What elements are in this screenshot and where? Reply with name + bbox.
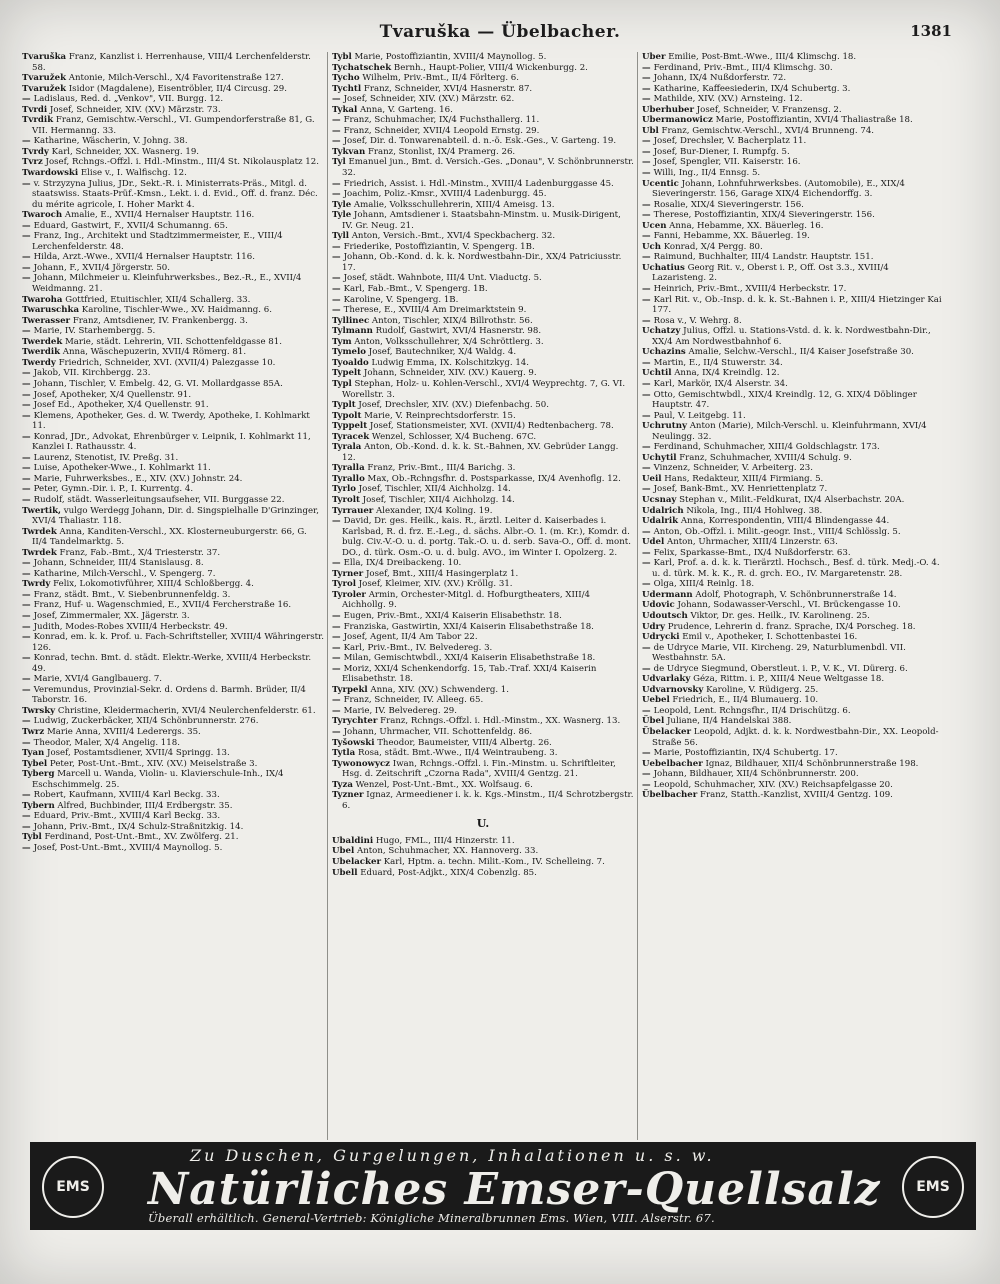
directory-entry: — Johann, Priv.-Bmt., IX/4 Schulz-Straßnitzkig. 14. (22, 821, 244, 832)
directory-entry: — Friederike, Postoffiziantin, V. Spengerg. 1B. (332, 241, 535, 252)
directory-entry: — Felix, Sparkasse-Bmt., IX/4 Nußdorferstr. 63. (642, 547, 851, 558)
directory-entry: Tyrol Josef, Kleimer, XIV. (XV.) Kröllg. 31. (332, 579, 513, 590)
directory-entry: — Karl, Prof. a. d. k. k. Tierärztl. Hochsch., Besf. d. türk. Medj.-O. 4. u. d. türk. M. k. K., R. d. grch. EO., IV. Margaretenstr. 28. (642, 558, 940, 579)
directory-entry: — Marie, IV. Starhembergg. 5. (22, 326, 156, 337)
directory-entry: Ubl Franz, Gemischtw.-Verschl., XVI/4 Brunneng. 74. (642, 125, 875, 136)
directory-entry: — Josef, Drechsler, V. Bacherplatz 11. (642, 136, 807, 147)
directory-entry: Twrdy Felix, Lokomotivführer, XIII/4 Schloßbergg. 4. (22, 579, 254, 590)
directory-entry: Uber Emilie, Post-Bmt.-Wwe., III/4 Klimschg. 18. (642, 52, 857, 62)
directory-entry: Uebel Friedrich, E., II/4 Blumauerg. 10. (642, 695, 819, 706)
directory-entry: — Peter, Gymn.-Dir. i. P., I. Kurrentg. 4. (22, 484, 194, 495)
directory-entry: — Josef, Apotheker, X/4 Quellenstr. 91. (22, 389, 192, 400)
directory-entry: — Otto, Gemischtwbdl., XIX/4 Kreindlg. 12, G. XIX/4 Döblinger Hauptstr. 47. (642, 389, 917, 411)
directory-entry: Uchatius Georg Rit. v., Oberst i. P., Off. Ost 3.3., XVIII/4 Lazaristeng. 2. (642, 262, 889, 284)
directory-entry: — Rosalie, XIX/4 Sieveringerstr. 156. (642, 199, 804, 210)
directory-entry: — Ludwig, Zuckerbäcker, XII/4 Schönbrunnerstr. 276. (22, 716, 259, 727)
directory-entry: — Joachim, Poliz.-Kmsr., XVIII/4 Ladenburgg. 45. (332, 189, 547, 200)
directory-entry: — Johann, Bildhauer, XII/4 Schönbrunnerstr. 200. (642, 769, 859, 780)
directory-entry: — Eduard, Gastwirt, F., XVII/4 Schumanng. 65. (22, 220, 228, 231)
directory-entry: Ucsnay Stephan v., Milit.-Feldkurat, IX/4 Alserbachstr. 20A. (642, 494, 905, 505)
directory-entry: — Marie, XVI/4 Ganglbauerg. 7. (22, 674, 163, 685)
directory-entry: Typpelt Josef, Stationsmeister, XVI. (XVII/4) Redtenbacherg. 78. (332, 421, 614, 432)
directory-entry: Twrdek Anna, Kanditen-Verschl., XX. Klosterneuburgerstr. 66, G. II/4 Tandelmarktg. 5. (22, 526, 307, 548)
directory-entry: — Moriz, XXI/4 Schenkendorfg. 15, Tab.-Traf. XXI/4 Kaiserin Elisabethstr. 18. (332, 663, 597, 685)
directory-entry: — Konrad, em. k. k. Prof. u. Fach-Schriftsteller, XVIII/4 Währingerstr. 126. (22, 632, 324, 653)
directory-entry: Udovic Johann, Sodawasser-Verschl., VI. Brückengasse 10. (642, 600, 901, 611)
directory-entry: Tyroler Armin, Orchester-Mitgl. d. Hofburgtheaters, XIII/4 Aichhollg. 9. (332, 589, 591, 611)
directory-entry: Uch Konrad, X/4 Pergg. 80. (642, 241, 763, 252)
directory-entry: Tyšowski Theodor, Baumeister, VIII/4 Albertg. 26. (332, 737, 552, 748)
directory-entry: — Josef, Zimmermaler, XX. Jägerstr. 3. (22, 610, 190, 621)
column-3 (642, 52, 944, 1140)
directory-entry: Typolt Marie, V. Reinprechtsdorferstr. 15. (332, 410, 516, 421)
directory-entry: Uchatzy Julius, Offzl. u. Stations-Vstd. d. k. k. Nordwestbahn-Dir., XX/4 Am Nordwestbahnhof 6. (642, 326, 931, 347)
directory-entry: Udel Anton, Uhrmacher, XIII/4 Linzerstr. 63. (642, 537, 838, 548)
directory-entry: — Josef, Bur-Diener, I. Rumpfg. 5. (642, 146, 790, 157)
directory-entry: Tyrolt Josef, Tischler, XII/4 Aichholzg. 14. (332, 494, 515, 505)
directory-entry: — Johann, Tischler, V. Embelg. 42, G. VI. Mollardgasse 85A. (22, 378, 283, 389)
directory-entry: — Ferdinand, Priv.-Bmt., III/4 Klimschg. 30. (642, 62, 833, 73)
directory-entry: Tvaružek Antonie, Milch-Verschl., X/4 Favoritenstraße 127. (22, 73, 284, 84)
directory-entry: Tvrdi Josef, Schneider, XIV. (XV.) Märzstr. 73. (22, 104, 221, 115)
running-header (0, 22, 1000, 44)
directory-entry: Udry Prudence, Lehrerin d. franz. Sprache, IX/4 Porscheg. 18. (642, 621, 916, 632)
directory-entry: Tymelo Josef, Bautechniker, X/4 Waldg. 4. (332, 347, 517, 358)
directory-entry: — Friedrich, Assist. i. Hdl.-Minstm., XVIII/4 Ladenburggasse 45. (332, 178, 614, 189)
directory-entry: Tyza Wenzel, Post-Unt.-Bmt., XX. Wolfsaug. 6. (332, 779, 533, 790)
directory-entry: — Josef, Dir. d. Tonwarenabteil. d. n.-ö. Esk.-Ges., V. Garteng. 19. (332, 136, 617, 147)
directory-entry: Twardowski Elise v., I. Walfischg. 12. (22, 168, 187, 179)
directory-entry: Twrsky Christine, Kleidermacherin, XVI/4 Neulerchenfelderstr. 61. (22, 705, 316, 716)
directory-entry: Udvarlaky Géza, Rittm. i. P., XIII/4 Neue Weltgasse 18. (642, 674, 885, 685)
directory-entry: — Vinzenz, Schneider, V. Arbeiterg. 23. (642, 463, 813, 474)
directory-entry: Ubel Anton, Schuhmacher, XX. Hannoverg. 33. (332, 846, 539, 857)
directory-entry: Ucen Anna, Hebamme, XX. Bäuerleg. 16. (642, 220, 824, 231)
directory-entry: — Marie, IV. Belvedereg. 29. (332, 705, 457, 716)
directory-entry: Uchrutny Anton (Marie), Milch-Verschl. u. Kleinfuhrmann, XVI/4 Neulingg. 32. (642, 421, 927, 442)
directory-entry: — Franz, Ing., Architekt und Stadtzimmermeister, E., VIII/4 Lerchenfelderstr. 48. (22, 231, 283, 252)
directory-entry: — Katharine, Kaffeesiederin, IX/4 Schubertg. 3. (642, 83, 851, 94)
column-2 (332, 52, 634, 1140)
advertisement-banner (30, 1142, 976, 1230)
directory-entry: — Rosa v., V. Wehrg. 8. (642, 315, 742, 326)
directory-entry: Tvrdik Franz, Gemischtw.-Verschl., VI. Gumpendorferstraße 81, G. VII. Hermanng. 33. (22, 115, 315, 136)
directory-entry: — de Udryce Siegmund, Oberstleut. i. P., V. K., VI. Dürerg. 6. (642, 663, 908, 674)
directory-entry: — Mathilde, XIV. (XV.) Arnsteing. 12. (642, 94, 803, 105)
page-title: Tvaruška — Übelbacher. (379, 22, 621, 42)
directory-entry: — Heinrich, Priv.-Bmt., XVIII/4 Herbeckstr. 17. (642, 284, 847, 295)
directory-entry: — Martin, E., II/4 Stuwerstr. 34. (642, 357, 783, 368)
directory-entry: — Johann, Uhrmacher, VII. Schottenfeldg. 86. (332, 727, 533, 737)
directory-entry: Twrdek Franz, Fab.-Bmt., X/4 Triesterstr. 37. (22, 547, 221, 558)
directory-entry: Udvarnovsky Karoline, V. Rüdigerg. 25. (642, 684, 819, 695)
directory-entry: Tvaruška Franz, Kanzlist i. Herrenhause, VIII/4 Lerchenfelderstr. 58. (22, 52, 311, 73)
ems-seal-icon: EMS (42, 1156, 104, 1218)
directory-entry: — Marie, Postoffiziantin, IX/4 Schubertg. 17. (642, 748, 838, 759)
directory-entry: — Marie, Fuhrwerksbes., E., XIV. (XV.) Johnstr. 24. (22, 473, 243, 484)
directory-entry: — Konrad, techn. Bmt. d. städt. Elektr.-Werke, XVIII/4 Herbeckstr. 49. (22, 653, 312, 674)
directory-entry: Ubelacker Karl, Hptm. a. techn. Milit.-Kom., IV. Schelleing. 7. (332, 857, 605, 868)
ad-distributor: Überall erhältlich. General-Vertrieb: Königliche Mineralbrunnen Ems. Wien, VIII. Alserstr. 67. (148, 1211, 715, 1225)
directory-entry: Tylmann Rudolf, Gastwirt, XVI/4 Hasnerstr. 98. (332, 326, 542, 337)
directory-entry: — Josef, Schneider, XIV. (XV.) Märzstr. 62. (332, 94, 515, 105)
directory-entry: — Josef Ed., Apotheker, X/4 Quellenstr. 91. (22, 400, 209, 411)
directory-entry: — Rudolf, städt. Wasserleitungsaufseher, VII. Burggasse 22. (22, 494, 285, 505)
directory-entry: — Raimund, Buchhalter, III/4 Landstr. Hauptstr. 151. (642, 252, 874, 263)
directory-entry: — Karl, Priv.-Bmt., IV. Belvedereg. 3. (332, 642, 493, 653)
directory-entry: — Fanni, Hebamme, XX. Bäuerleg. 19. (642, 231, 810, 242)
directory-entry: — Franz, städt. Bmt., V. Siebenbrunnenfeldg. 3. (22, 589, 231, 600)
directory-entry: Twrz Marie Anna, XVIII/4 Lederergs. 35. (22, 727, 201, 737)
directory-entry: Tyrner Josef, Bmt., XIII/4 Hasingerplatz 1. (332, 568, 519, 579)
directory-entry: Tychatschek Bernh., Haupt-Polier, VIII/4 Wickenburgg. 2. (332, 62, 588, 73)
directory-entry: Tybern Alfred, Buchbinder, III/4 Erdbergstr. 35. (22, 800, 233, 811)
directory-entry: Tybel Peter, Post-Unt.-Bmt., XIV. (XV.) Meiselstraße 3. (22, 758, 258, 769)
directory-entry: Twerdy Friedrich, Schneider, XVI. (XVII/4) Palezgasse 10. (22, 357, 276, 368)
directory-entry: — Anton, Ob.-Offzl. i. Milit.-geogr. Inst., VIII/4 Schlösslg. 5. (642, 526, 901, 537)
directory-entry: — Olga, XIII/4 Reinlg. 18. (642, 579, 755, 590)
directory-entry: Ubaldini Hugo, FML., III/4 Hinzerstr. 11. (332, 835, 515, 846)
section-heading: U. (476, 817, 490, 831)
directory-entry: — Eugen, Priv.-Bmt., XXI/4 Kaiserin Elisabethstr. 18. (332, 610, 562, 621)
directory-entry: — Klemens, Apotheker, Ges. d. W. Twerdy, Apotheke, I. Kohlmarkt 11. (22, 410, 310, 432)
directory-entry: Tyllinec Anton, Tischler, XIX/4 Billrothstr. 56. (332, 315, 533, 326)
directory-entry: — Ladislaus, Red. d. „Venkov", VII. Burgg. 12. (22, 94, 224, 105)
directory-entry: — Josef, städt. Wahnbote, III/4 Unt. Viaductg. 5. (332, 273, 542, 284)
directory-entry: — Katharine, Milch-Verschl., V. Spengerg. 7. (22, 568, 216, 579)
directory-entry: — Eduard, Priv.-Bmt., XVIII/4 Karl Beckg. 33. (22, 811, 221, 822)
directory-entry: — Franziska, Gastwirtin, XXI/4 Kaiserin Elisabethstraße 18. (332, 621, 594, 632)
directory-entry: — Therese, E., XVIII/4 Am Dreimarktstein 9. (332, 305, 527, 316)
directory-entry: — Johann, Schneider, III/4 Stanislausg. 8. (22, 558, 204, 569)
directory-entry: Tykal Anna, V. Garteng. 16. (332, 104, 453, 115)
directory-entry: — Ferdinand, Schuhmacher, XIII/4 Goldschlagstr. 173. (642, 442, 880, 453)
directory-entry: Tykvan Franz, Stonlist, IX/4 Pramerg. 26. (332, 146, 516, 157)
directory-entry: Twerdik Anna, Wäschepuzerin, XVII/4 Römerg. 81. (22, 347, 247, 358)
directory-entry: — Franz, Schuhmacher, IX/4 Fuchsthallerg. 11. (332, 115, 540, 126)
directory-entry: — Therese, Postoffiziantin, XIX/4 Sieveringerstr. 156. (642, 210, 875, 221)
directory-entry: Tyrala Anton, Ob.-Kond. d. k. k. St.-Bahnen, XV. Gebrüder Langg. 12. (332, 442, 619, 463)
directory-entry: — Laurenz, Stenotist, IV. Preßg. 31. (22, 452, 179, 463)
directory-entry: Tyracek Wenzel, Schlosser, X/4 Bucheng. 67C. (332, 431, 537, 442)
directory-entry: Tycho Wilhelm, Priv.-Bmt., II/4 Förlterg. 6. (332, 73, 519, 84)
directory-entry: Twertik, vulgo Werdegg Johann, Dir. d. Singspielhalle D'Grinzinger, XVI/4 Thaliastr. 118. (22, 505, 319, 527)
directory-entry: Tyzner Ignaz, Armeediener i. k. k. Kgs.-Minstm., II/4 Schrotzbergstr. 6. (332, 790, 634, 811)
directory-entry: Udrycki Emil v., Apotheker, I. Schottenbastei 16. (642, 632, 858, 643)
directory-entry: Tyrlo Josef, Tischler, XII/4 Aichholzg. 14. (332, 484, 511, 495)
directory-entry: — David, Dr. ges. Heilk., kais. R., ärztl. Leiter d. Kaiserbades i. Karlsbad, R. d. frz. E.-Leg., d. sächs. Albr.-O. 1. (m. Kr.), Komdr. d. bulg. Civ.-V.-O. u. d. portg. Tak.-O. u. d. serb. Sava-O., Off. d. mont. DO., d. türk. Osm.-O. u. d. bulg. AVO., im Winter I. Opolzerg. 2. (332, 516, 631, 558)
directory-entry: Tychtl Franz, Schneider, XVI/4 Hasnerstr. 87. (332, 83, 533, 94)
directory-entry: — Johann, F., XVII/4 Jörgerstr. 50. (22, 262, 171, 273)
directory-entry: — Franz, Schneider, IV. Alleeg. 65. (332, 695, 484, 706)
directory-entry: — Veremundus, Provinzial-Sekr. d. Ordens d. Barmh. Brüder, II/4 Taborstr. 16. (22, 684, 306, 706)
directory-entry: — Robert, Kaufmann, XVIII/4 Karl Beckg. 33. (22, 790, 220, 801)
directory-entry: — Josef, Bank-Bmt., XV. Henriettenplatz 7. (642, 484, 828, 495)
directory-entry: Tyle Amalie, Volksschullehrerin, XIII/4 Ameisg. 13. (332, 199, 555, 210)
directory-entry: Udalrich Nikola, Ing., III/4 Hohlweg. 38. (642, 505, 823, 516)
directory-entry: Tyberg Marcell u. Wanda, Violin- u. Klavierschule-Inh., IX/4 Eschschimmelg. 25. (22, 769, 284, 790)
directory-entry: — Josef, Spengler, VII. Kaiserstr. 16. (642, 157, 801, 168)
directory-entry: — de Udryce Marie, VII. Kircheng. 29, Naturblumenbdl. VII. Westbahnstr. 5A. (642, 642, 906, 664)
directory-entry: Tytla Rosa, städt. Bmt.-Wwe., II/4 Weintraubeng. 3. (332, 748, 558, 759)
directory-entry: Udoutsch Viktor, Dr. ges. Heilk., IV. Karolineng. 25. (642, 610, 870, 621)
directory-entry: Tvaružek Isidor (Magdalene), Eisentröbler, II/4 Circusg. 29. (22, 83, 287, 94)
directory-entry: — Hilda, Arzt.-Wwe., XVII/4 Hernalser Hauptstr. 116. (22, 252, 255, 263)
directory-entry: Tyrrauer Alexander, IX/4 Koling. 19. (332, 505, 493, 516)
directory-entry: Ueil Hans, Redakteur, XIII/4 Firmiang. 5. (642, 473, 824, 484)
ad-product-name: Natürliches Emser-Quellsalz (148, 1164, 881, 1215)
directory-entry: Udermann Adolf, Photograph, V. Schönbrunnerstraße 14. (642, 589, 897, 600)
directory-entry: — Leopold, Schuhmacher, XIV. (XV.) Reichsapfelgasse 20. (642, 779, 893, 790)
page-number: 1381 (910, 22, 952, 40)
directory-entry: — Franz, Huf- u. Wagenschmied, E., XVII/4 Fercherstraße 16. (22, 600, 292, 611)
ad-tagline: Zu Duschen, Gurgelungen, Inhalationen u. s. w. (190, 1146, 715, 1165)
directory-entry: Uebelbacher Ignaz, Bildhauer, XII/4 Schönbrunnerstraße 198. (642, 758, 919, 769)
directory-entry: Tywonowycz Iwan, Rchngs.-Offzl. i. Fin.-Minstm. u. Schriftleiter, Hsg. d. Zeitschrift „Czorna Rada", XVIII/4 Gentzg. 21. (332, 758, 616, 780)
directory-entry: Tyll Anton, Versich.-Bmt., XVI/4 Speckbacherg. 32. (332, 231, 556, 242)
directory-entry: — Johann, IX/4 Nußdorferstr. 72. (642, 73, 787, 84)
directory-entry: Uchytil Franz, Schuhmacher, XVIII/4 Schulg. 9. (642, 452, 852, 463)
directory-entry: Übel Juliane, II/4 Handelskai 388. (642, 716, 792, 727)
directory-entry: Twaroha Gottfried, Etuitischler, XII/4 Schallerg. 33. (22, 294, 251, 305)
directory-entry: Übelbacher Franz, Statth.-Kanzlist, XVIII/4 Gentzg. 109. (642, 790, 893, 801)
directory-entry: — Konrad, JDr., Advokat, Ehrenbürger v. Leipnik, I. Kohlmarkt 11, Kanzlei I. Rathausstr. 4. (22, 431, 311, 453)
directory-entry: Ucentic Johann, Lohnfuhrwerksbes. (Automobile), E., XIX/4 Sieveringerstr. 156, Garage XIX/4 Eichendorffg. 3. (642, 178, 905, 200)
directory-entry: — Franz, Schneider, XVII/4 Leopold Ernstg. 29. (332, 125, 540, 136)
directory-entry: — Josef, Agent, II/4 Am Tabor 22. (332, 632, 478, 643)
directory-entry: Tybl Ferdinand, Post-Unt.-Bmt., XV. Zwölferg. 21. (22, 832, 239, 843)
directory-entry: Uchazins Amalie, Selchw.-Verschl., II/4 Kaiser Josefstraße 30. (642, 347, 914, 358)
directory-entry: Tyle Johann, Amtsdiener i. Staatsbahn-Minstm. u. Musik-Dirigent, IV. Gr. Neug. 21. (332, 210, 621, 231)
directory-entry: Tyoaldo Ludwig Emma, IX. Kolschitzkyg. 14. (332, 357, 529, 368)
column-divider (637, 52, 638, 1140)
directory-entry: Tybl Marie, Postoffiziantin, XVIII/4 Maynollog. 5. (332, 52, 547, 62)
directory-entry: — Katharine, Wäscherin, V. Johng. 38. (22, 136, 188, 147)
directory-entry: Udalrik Anna, Korrespondentin, VIII/4 Blindengasse 44. (642, 516, 890, 527)
directory-entry: Tyan Josef, Postamtsdiener, XVII/4 Springg. 13. (22, 748, 230, 759)
directory-entry: — v. Strzyzyna Julius, JDr., Sekt.-R. i. Ministerrats-Präs., Mitgl. d. staatswiss. Staats-Prüf.-Kmsn., Lekt. i. d. Evid., Off. d. franz. Déc. du mérite agricole, I. Hoher Markt 4. (22, 178, 318, 210)
directory-entry: — Johann, Ob.-Kond. d. k. k. Nordwestbahn-Dir., XX/4 Patriciusstr. 17. (332, 252, 622, 273)
column-1 (22, 52, 324, 1140)
directory-entry: Tyralla Franz, Priv.-Bmt., III/4 Barichg. 3. (332, 463, 516, 474)
directory-entry: Übelacker Leopold, Adjkt. d. k. k. Nordwestbahn-Dir., XX. Leopold-Straße 56. (642, 727, 939, 748)
directory-entry: Tyl Emanuel jun., Bmt. d. Versich.-Ges. „Donau", V. Schönbrunnerstr. 32. (332, 157, 634, 179)
directory-entry: — Karl, Markör, IX/4 Alserstr. 34. (642, 378, 788, 389)
column-divider (327, 52, 328, 1140)
directory-entry: Twerdek Marie, städt. Lehrerin, VII. Schottenfeldgasse 81. (22, 336, 282, 347)
directory-entry: Ubermanowicz Marie, Postoffiziantin, XVI/4 Thaliastraße 18. (642, 115, 913, 126)
directory-entry: — Karoline, V. Spengerg. 1B. (332, 294, 459, 305)
directory-entry: — Willi, Ing., II/4 Ennsg. 5. (642, 168, 761, 179)
directory-entry: — Theodor, Maler, X/4 Angelig. 118. (22, 737, 180, 748)
directory-entry: — Ella, IX/4 Dreibackeng. 10. (332, 558, 462, 569)
directory-entry: Tyrychter Franz, Rchngs.-Offzl. i. Hdl.-Minstm., XX. Wasnerg. 13. (332, 716, 621, 727)
directory-entry: Twaruschka Karoline, Tischler-Wwe., XV. Haidmanng. 6. (22, 305, 272, 316)
directory-entry: — Karl, Fab.-Bmt., V. Spengerg. 1B. (332, 284, 488, 295)
directory-entry: Ubell Eduard, Post-Adjkt., XIX/4 Cobenzlg. 85. (332, 867, 537, 878)
directory-entry: — Josef, Post-Unt.-Bmt., XVIII/4 Maynollog. 5. (22, 843, 223, 854)
directory-entry: — Judith, Modes-Robes XVIII/4 Herbeckstr. 49. (22, 621, 228, 632)
directory-entry: Typl Stephan, Holz- u. Kohlen-Verschl., XVI/4 Weyprechtg. 7, G. VI. Worellstr. 3. (332, 378, 626, 400)
directory-entry: — Leopold, Lent. Rchngsfhr., II/4 Drischützg. 6. (642, 705, 851, 716)
directory-entry: Tyrallo Max, Ob.-Rchngsfhr. d. Postsparkasse, IX/4 Avenhoflg. 12. (332, 473, 621, 484)
directory-entry: — Milan, Gemischtwbdl., XXI/4 Kaiserin Elisabethstraße 18. (332, 653, 596, 664)
directory-entry: Typlt Josef, Drechsler, XIV. (XV.) Diefenbachg. 50. (332, 400, 549, 411)
directory-entry: Tvrz Josef, Rchngs.-Offzl. i. Hdl.-Minstm., III/4 St. Nikolausplatz 12. (22, 157, 319, 168)
directory-entry: Typelt Johann, Schneider, XIV. (XV.) Kauerg. 9. (332, 368, 537, 379)
directory-entry: Uchtil Anna, IX/4 Kreindlg. 12. (642, 368, 780, 379)
ems-seal-icon: EMS (902, 1156, 964, 1218)
directory-entry: — Luise, Apotheker-Wwe., I. Kohlmarkt 11. (22, 463, 211, 474)
directory-entry: Twaroch Amalie, E., XVII/4 Hernalser Hauptstr. 116. (22, 210, 255, 221)
directory-entry: — Jakob, VII. Kirchbergg. 23. (22, 368, 151, 379)
directory-entry: Tyrpekl Anna, XIV. (XV.) Schwenderg. 1. (332, 684, 510, 695)
directory-entry: Tym Anton, Volksschullehrer, X/4 Schröttlerg. 3. (332, 336, 544, 347)
directory-entry: — Karl Rit. v., Ob.-Insp. d. k. k. St.-Bahnen i. P., XIII/4 Hietzinger Kai 177. (642, 294, 942, 316)
directory-entry: — Johann, Milchmeier u. Kleinfuhrwerksbes., Bez.-R., E., XVII/4 Weidmanng. 21. (22, 273, 302, 295)
directory-entry: Tvrdy Karl, Schneider, XX. Wasnerg. 19. (22, 146, 200, 157)
directory-entry: — Paul, V. Leitgebg. 11. (642, 410, 746, 421)
directory-entry: Uberhuber Josef, Schneider, V. Franzensg. 2. (642, 104, 842, 115)
directory-entry: Twerasser Franz, Amtsdiener, IV. Frankenbergg. 3. (22, 315, 248, 326)
